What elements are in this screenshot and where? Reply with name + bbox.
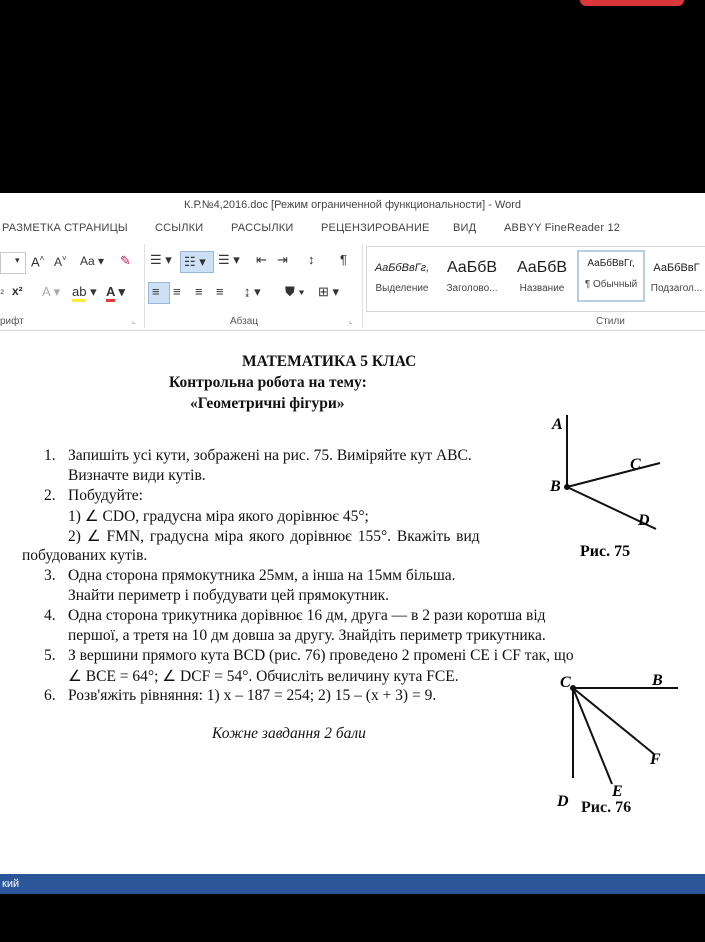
- align-left-button[interactable]: [148, 282, 170, 304]
- style-name: Подзагол...: [650, 283, 703, 294]
- highlight-icon[interactable]: ab ▾: [72, 284, 97, 300]
- style-sample: АаБбВвГг,: [587, 258, 635, 269]
- label-c: C: [560, 674, 571, 691]
- clear-format-icon[interactable]: ✎: [120, 253, 131, 268]
- task-number: 3.: [44, 567, 56, 584]
- superscript-icon[interactable]: x²: [12, 284, 23, 298]
- style-sample: АаБбВ: [516, 259, 568, 276]
- ray-bc: [567, 463, 660, 487]
- tab-review[interactable]: РЕЦЕНЗИРОВАНИЕ: [321, 222, 430, 234]
- task-text: Одна сторона прямокутника 25мм, а інша на 15мм більша.: [68, 567, 456, 584]
- label-b: B: [652, 672, 663, 689]
- task-number: 5.: [44, 647, 56, 664]
- style-name: Название: [519, 283, 565, 294]
- style-name: Выделение: [375, 283, 429, 294]
- tab-view[interactable]: ВИД: [453, 222, 477, 234]
- caption-fig76: Рис. 76: [581, 799, 632, 816]
- tab-abbyy[interactable]: ABBYY FineReader 12: [504, 222, 621, 234]
- dialog-launcher-icon[interactable]: ⌞: [349, 316, 353, 325]
- tab-references[interactable]: ССЫЛКИ: [155, 222, 204, 234]
- task-text: Одна сторона трикутника дорівнює 16 дм, друга — в 2 рази коротша від: [68, 607, 546, 624]
- text-effects-icon[interactable]: A ▾: [42, 284, 61, 299]
- tab-mailings[interactable]: РАССЫЛКИ: [231, 222, 294, 234]
- task-text: Знайти периметр і побудувати цей прямокутник.: [68, 587, 390, 604]
- label-d: D: [557, 793, 569, 810]
- window-title: К.Р.№4,2016.doc [Режим ограниченной функциональности] - Word: [183, 199, 521, 211]
- subscript-icon[interactable]: ₂: [0, 284, 5, 296]
- task-text: З вершини прямого кута BCD (рис. 76) проведено 2 промені CE і CF так, що: [68, 647, 574, 664]
- sort-icon[interactable]: ↕: [308, 252, 315, 267]
- style-name: Заголово...: [446, 283, 498, 294]
- task-number: 6.: [44, 687, 56, 704]
- align-left-icon: ≡: [152, 284, 160, 299]
- font-size-box[interactable]: [0, 252, 26, 274]
- align-center-icon[interactable]: ≡: [173, 284, 181, 299]
- task-text: 2) ∠ FMN, градусна міра якого дорівнює 155°. Вкажіть вид: [68, 528, 480, 545]
- bullets-icon[interactable]: ☰ ▾: [150, 252, 172, 267]
- vertex-c: [570, 685, 576, 691]
- change-case-icon[interactable]: Aa ▾: [80, 254, 105, 268]
- grow-font-icon[interactable]: A˄: [31, 254, 45, 270]
- heading-subject: МАТЕМАТИКА 5 КЛАС: [242, 353, 417, 370]
- language-indicator[interactable]: кий: [2, 878, 20, 890]
- label-f: F: [650, 751, 661, 768]
- caption-fig75: Рис. 75: [580, 543, 631, 560]
- figure-75: [540, 401, 670, 561]
- divider: [144, 244, 145, 328]
- task-number: 4.: [44, 607, 56, 624]
- heading-test: Контрольна робота на тему:: [169, 374, 367, 391]
- tab-page-layout[interactable]: РАЗМЕТКА СТРАНИЦЫ: [2, 222, 128, 234]
- font-group-label: рифт: [0, 316, 24, 327]
- ribbon: [0, 240, 705, 331]
- decrease-indent-icon[interactable]: ⇤: [256, 252, 267, 267]
- document-page: [0, 331, 705, 874]
- task-text: Запишіть усі кути, зображені на рис. 75. Виміряйте кут ABC.: [68, 447, 472, 464]
- task-text: першої, а третя на 10 дм довша за другу. Знайдіть периметр трикутника.: [68, 627, 546, 644]
- shrink-font-icon[interactable]: A˅: [54, 254, 67, 269]
- task-text: ∠ BCE = 64°; ∠ DCF = 54°. Обчисліть величину кута FCE.: [68, 668, 459, 685]
- font-color-icon[interactable]: A ▾: [106, 284, 125, 300]
- style-sample: АаБбВ: [446, 259, 498, 276]
- label-c: C: [630, 456, 641, 473]
- style-title[interactable]: [508, 256, 576, 300]
- paragraph-group-label: Абзац: [230, 316, 259, 327]
- divider: [362, 244, 363, 328]
- heading-topic: «Геометричні фігури»: [190, 395, 345, 412]
- style-sample: АаБбВвГг,: [374, 262, 430, 274]
- chevron-down-icon: ▾: [15, 255, 20, 265]
- multilevel-list-icon[interactable]: ☰ ▾: [218, 252, 240, 267]
- grading-note: Кожне завдання 2 бали: [212, 725, 366, 742]
- style-name: ¶ Обычный: [584, 279, 638, 290]
- task-number: 2.: [44, 487, 56, 504]
- numbering-icon: ☷ ▾: [184, 254, 206, 269]
- label-d: D: [638, 512, 650, 529]
- style-normal[interactable]: [577, 250, 645, 302]
- title-bar: [0, 193, 705, 218]
- task-text: Побудуйте:: [68, 487, 143, 504]
- ray-ce: [573, 688, 612, 784]
- increase-indent-icon[interactable]: ⇥: [277, 252, 288, 267]
- style-emphasis[interactable]: [368, 256, 436, 300]
- vertex-b: [564, 484, 570, 490]
- pilcrow-icon[interactable]: ¶: [340, 252, 347, 267]
- style-sample: АаБбВвГ: [653, 262, 700, 274]
- status-bar: [0, 874, 705, 894]
- task-text: побудованих кутів.: [22, 547, 148, 564]
- dialog-launcher-icon[interactable]: ⌞: [132, 316, 136, 325]
- task-text: 1) ∠ CDO, градусна міра якого дорівнює 45°;: [68, 508, 369, 525]
- borders-icon[interactable]: ⊞ ▾: [318, 284, 340, 299]
- ray-cf: [573, 688, 654, 754]
- styles-group-label: Стили: [596, 316, 625, 327]
- label-a: A: [552, 416, 563, 433]
- align-right-icon[interactable]: ≡: [195, 284, 203, 299]
- style-subtitle[interactable]: [648, 256, 705, 300]
- ribbon-tabs: [0, 218, 705, 240]
- label-b: B: [550, 478, 561, 495]
- close-button[interactable]: [580, 0, 684, 6]
- line-spacing-icon[interactable]: ↨ ▾: [244, 284, 261, 299]
- numbering-button[interactable]: [180, 251, 214, 273]
- task-text: Визначте види кутів.: [68, 467, 206, 484]
- style-heading[interactable]: [438, 256, 506, 300]
- task-text: Розв'яжіть рівняння: 1) x – 187 = 254; 2) 15 – (x + 3) = 9.: [68, 687, 437, 704]
- shading-icon[interactable]: ⛊ ▾: [285, 284, 305, 299]
- task-number: 1.: [44, 447, 56, 464]
- label-e: E: [612, 783, 623, 800]
- justify-icon[interactable]: ≡: [216, 284, 224, 299]
